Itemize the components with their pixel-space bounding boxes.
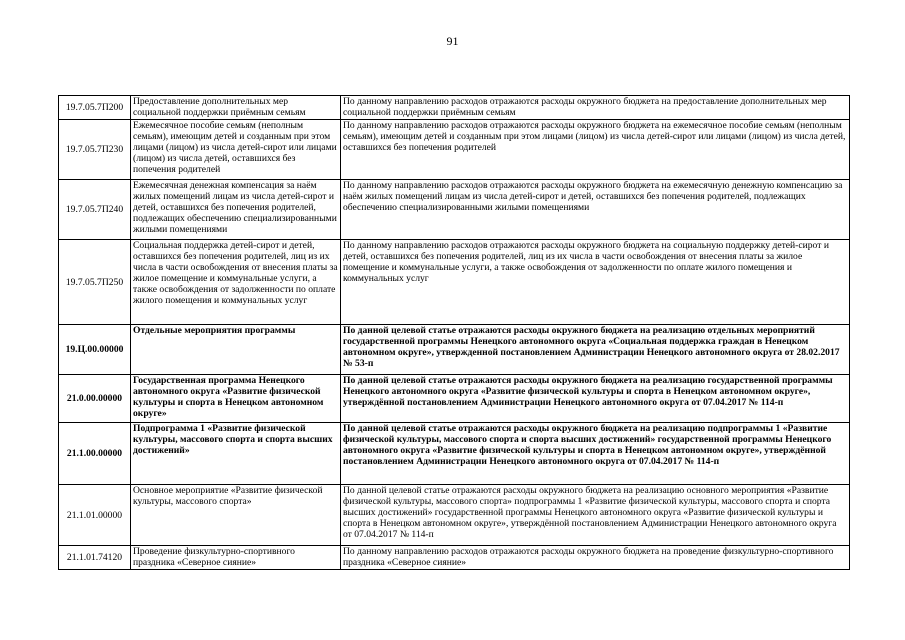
target-article-name: Основное мероприятие «Развитие физической культуры, массового спорта» [131,485,341,546]
target-article-name: Ежемесячная денежная компенсация за наём жилых помещений лицам из числа детей-сирот и детей, оставшихся без попечения родителей, подлежащих обеспечению специализированными жилыми помещениями [131,180,341,240]
table-row [59,375,850,423]
table-row [59,180,850,240]
target-article-code: 21.1.01.74120 [59,546,131,570]
target-article-name: Государственная программа Ненецкого автономного округа «Развитие физической культуры и спорта в Ненецком автономном округе» [131,375,341,423]
target-article-code: 21.0.00.00000 [59,375,131,423]
table-row [59,120,850,180]
target-article-name: Подпрограмма 1 «Развитие физической культуры, массового спорта и спорта высших достижений» [131,423,341,485]
target-article-description: По данному направлению расходов отражаются расходы окружного бюджета на ежемесячную денежную компенсацию за наём жилых помещений лицам из числа детей-сирот и детей, оставшихся без попечения родителей, подлежащих обеспечению специализированными жилыми помещениями [341,180,850,240]
target-article-description: По данной целевой статье отражаются расходы окружного бюджета на реализацию подпрограммы 1 «Развитие физической культуры, массового спорта и спорта высших достижений» государственной программы Ненецкого автономного округа «Развитие физической культуры и спорта в Ненецком автономном округе», утверждённой постановлением Администрации Ненецкого автономного округа от 07.04.2017 № 114-п [341,423,850,485]
target-article-description: По данному направлению расходов отражаются расходы окружного бюджета на предоставление дополнительных мер социальной поддержки приёмным семьям [341,96,850,120]
target-article-description: По данной целевой статье отражаются расходы окружного бюджета на реализацию основного мероприятия «Развитие физической культуры, массового спорта» подпрограммы 1 «Развитие физической культуры, массового спорта и спорта высших достижений» государственной программы Ненецкого автономного округа «Развитие физической культуры и спорта в Ненецком автономном округе», утверждённой постановлением Администрации Ненецкого автономного округа от 07.04.2017 № 114-п [341,485,850,546]
target-article-code: 21.1.00.00000 [59,423,131,485]
target-article-code: 19.7.05.7П200 [59,96,131,120]
target-article-description: По данному направлению расходов отражаются расходы окружного бюджета на ежемесячное пособие семьям (неполным семьям), имеющим детей и созданным при этом лицами (лицом) из числа детей-сирот или лицами (лицом) из числа детей, оставшихся без попечения родителей [341,120,850,180]
target-article-name: Ежемесячное пособие семьям (неполным семьям), имеющим детей и созданным при этом лицами (лицом) из числа детей-сирот или лицами (лицом) из числа детей, оставшихся без попечения родителей [131,120,341,180]
target-article-description: По данному направлению расходов отражаются расходы окружного бюджета на проведение физкультурно-спортивного праздника «Северное сияние» [341,546,850,570]
budget-classification-table [58,95,850,570]
target-article-code: 19.7.05.7П240 [59,180,131,240]
target-article-description: По данному направлению расходов отражаются расходы окружного бюджета на социальную поддержку детей-сирот и детей, оставшихся без попечения родителей, лиц из их числа в части освобождения от внесения платы за жилое помещение и коммунальные услуги, а также освобождения от задолженности по оплате жилого помещения и коммунальных услуг [341,240,850,325]
target-article-code: 19.7.05.7П230 [59,120,131,180]
table-row [59,546,850,570]
target-article-code: 19.7.05.7П250 [59,240,131,325]
table-row [59,485,850,546]
table-row [59,423,850,485]
target-article-name: Отдельные мероприятия программы [131,325,341,375]
target-article-description: По данной целевой статье отражаются расходы окружного бюджета на реализацию отдельных мероприятий государственной программы Ненецкого автономного округа «Социальная поддержка граждан в Ненецком автономном округе», утвержденной постановлением Администрации Ненецкого автономного округа от 28.02.2017 № 53-п [341,325,850,375]
page-number: 91 [446,34,459,48]
target-article-name: Проведение физкультурно-спортивного праздника «Северное сияние» [131,546,341,570]
target-article-description: По данной целевой статье отражаются расходы окружного бюджета на реализацию государственной программы Ненецкого автономного округа «Развитие физической культуры и спорта в Ненецком автономном округе», утверждённой постановлением Администрации Ненецкого автономного округа от 07.04.2017 № 114-п [341,375,850,423]
table-row [59,96,850,120]
target-article-name: Предоставление дополнительных мер социальной поддержки приёмным семьям [131,96,341,120]
target-article-name: Социальная поддержка детей-сирот и детей, оставшихся без попечения родителей, лиц из их числа в части освобождения от внесения платы за жилое помещение и коммунальные услуги, а также освобождения от задолженности по оплате жилого помещения и коммунальных услуг [131,240,341,325]
table-row [59,325,850,375]
target-article-code: 21.1.01.00000 [59,485,131,546]
target-article-code: 19.Ц.00.00000 [59,325,131,375]
table-row [59,240,850,325]
